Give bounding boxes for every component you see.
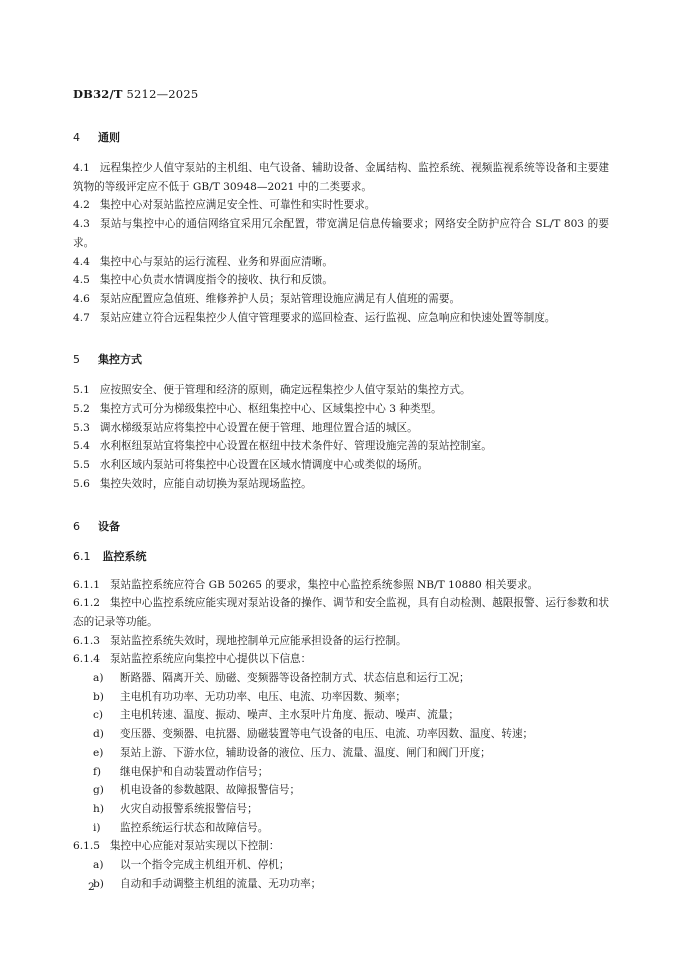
clause-4-5: 4.5 集控中心负责水情调度指令的接收、执行和反馈。 bbox=[73, 274, 333, 287]
list-item: c) 主电机转速、温度、振动、噪声、主水泵叶片角度、振动、噪声、流量； bbox=[93, 709, 459, 722]
list-item: h) 火灾自动报警系统报警信号； bbox=[93, 802, 258, 815]
clause-4-2: 4.2 集控中心对泵站监控应满足安全性、可靠性和实时性要求。 bbox=[73, 199, 376, 212]
clause-4-4: 4.4 集控中心与泵站的运行流程、业务和界面应清晰。 bbox=[73, 255, 333, 268]
list-item: b) 自动和手动调整主机组的流量、无功功率； bbox=[93, 877, 322, 890]
page-number: 2 bbox=[88, 881, 95, 893]
list-item: a) 以一个指令完成主机组开机、停机； bbox=[93, 859, 290, 872]
document-header bbox=[73, 87, 198, 101]
clause-4-6: 4.6 泵站应配置应急值班、维修养护人员；泵站管理设施应满足有人值班的需要。 bbox=[73, 292, 461, 305]
list-item: d) 变压器、变频器、电抗器、励磁装置等电气设备的电压、电流、功率因数、温度、转速； bbox=[93, 728, 534, 741]
list-item: e) 泵站上游、下游水位，辅助设备的液位、压力、流量、温度、闸门和阀门开度； bbox=[93, 746, 491, 759]
standard-prefix: DB32/T bbox=[73, 87, 123, 101]
clause-5-5: 5.5 水利区域内泵站可将集控中心设置在区域水情调度中心或类似的场所。 bbox=[73, 459, 429, 472]
section-6-heading: 6 设备 bbox=[73, 519, 120, 533]
list-item: a) 断路器、隔离开关、励磁、变频器等设备控制方式、状态信息和运行工况； bbox=[93, 672, 470, 685]
clause-6-1-4: 6.1.4 泵站监控系统应向集控中心提供以下信息： bbox=[73, 653, 312, 666]
clause-5-1: 5.1 应按照安全、便于管理和经济的原则，确定远程集控少人值守泵站的集控方式。 bbox=[73, 384, 471, 397]
clause-4-3: 4.3 泵站与集控中心的通信网络宜采用冗余配置，带宽满足信息传输要求；网络安全防护应符合 SL/T 803 的要求。 bbox=[73, 218, 609, 249]
clause-5-3: 5.3 调水梯级泵站应将集控中心设置在便于管理、地理位置合适的城区。 bbox=[73, 421, 418, 434]
clause-4-1: 4.1 远程集控少人值守泵站的主机组、电气设备、辅助设备、金属结构、监控系统、视频监视系统等设备和主要建筑物的等级评定应不低于 GB/T 30948—2021 中的二类要求。 bbox=[73, 162, 609, 193]
list-item: f) 继电保护和自动装置动作信号； bbox=[93, 765, 269, 778]
clause-6-1-3: 6.1.3 泵站监控系统失效时，现地控制单元应能承担设备的运行控制。 bbox=[73, 634, 407, 647]
clause-6-1-5: 6.1.5 集控中心应能对泵站实现以下控制： bbox=[73, 840, 280, 853]
subsection-6-1-heading: 6.1 监控系统 bbox=[73, 549, 147, 563]
clause-5-4: 5.4 水利枢纽泵站宜将集控中心设置在枢纽中技术条件好、管理设施完善的泵站控制室。 bbox=[73, 440, 492, 453]
section-4-heading: 4 通则 bbox=[73, 131, 120, 144]
document-body bbox=[73, 129, 609, 894]
clause-4-7: 4.7 泵站应建立符合远程集控少人值守管理要求的巡回检查、运行监视、应急响应和快速处置等制度。 bbox=[73, 311, 556, 324]
clause-6-1-1: 6.1.1 泵站监控系统应符合 GB 50265 的要求，集控中心监控系统参照 NB/T 10880 相关要求。 bbox=[73, 578, 539, 591]
clause-6-1-2: 6.1.2 集控中心监控系统应能实现对泵站设备的操作、调节和安全监视，具有自动检测、越限报警、运行参数和状态的记录等功能。 bbox=[73, 597, 609, 628]
list-item: g) 机电设备的参数越限、故障报警信号； bbox=[93, 784, 301, 797]
list-item: i) 监控系统运行状态和故障信号。 bbox=[93, 821, 269, 834]
section-5-heading: 5 集控方式 bbox=[73, 353, 142, 367]
clause-5-6: 5.6 集控失效时，应能自动切换为泵站现场监控。 bbox=[73, 477, 312, 490]
clause-5-2: 5.2 集控方式可分为梯级集控中心、枢纽集控中心、区域集控中心 3 种类型。 bbox=[73, 403, 442, 416]
standard-number: 5212—2025 bbox=[126, 87, 199, 101]
list-item: b) 主电机有功功率、无功功率、电压、电流、功率因数、频率； bbox=[93, 690, 407, 703]
